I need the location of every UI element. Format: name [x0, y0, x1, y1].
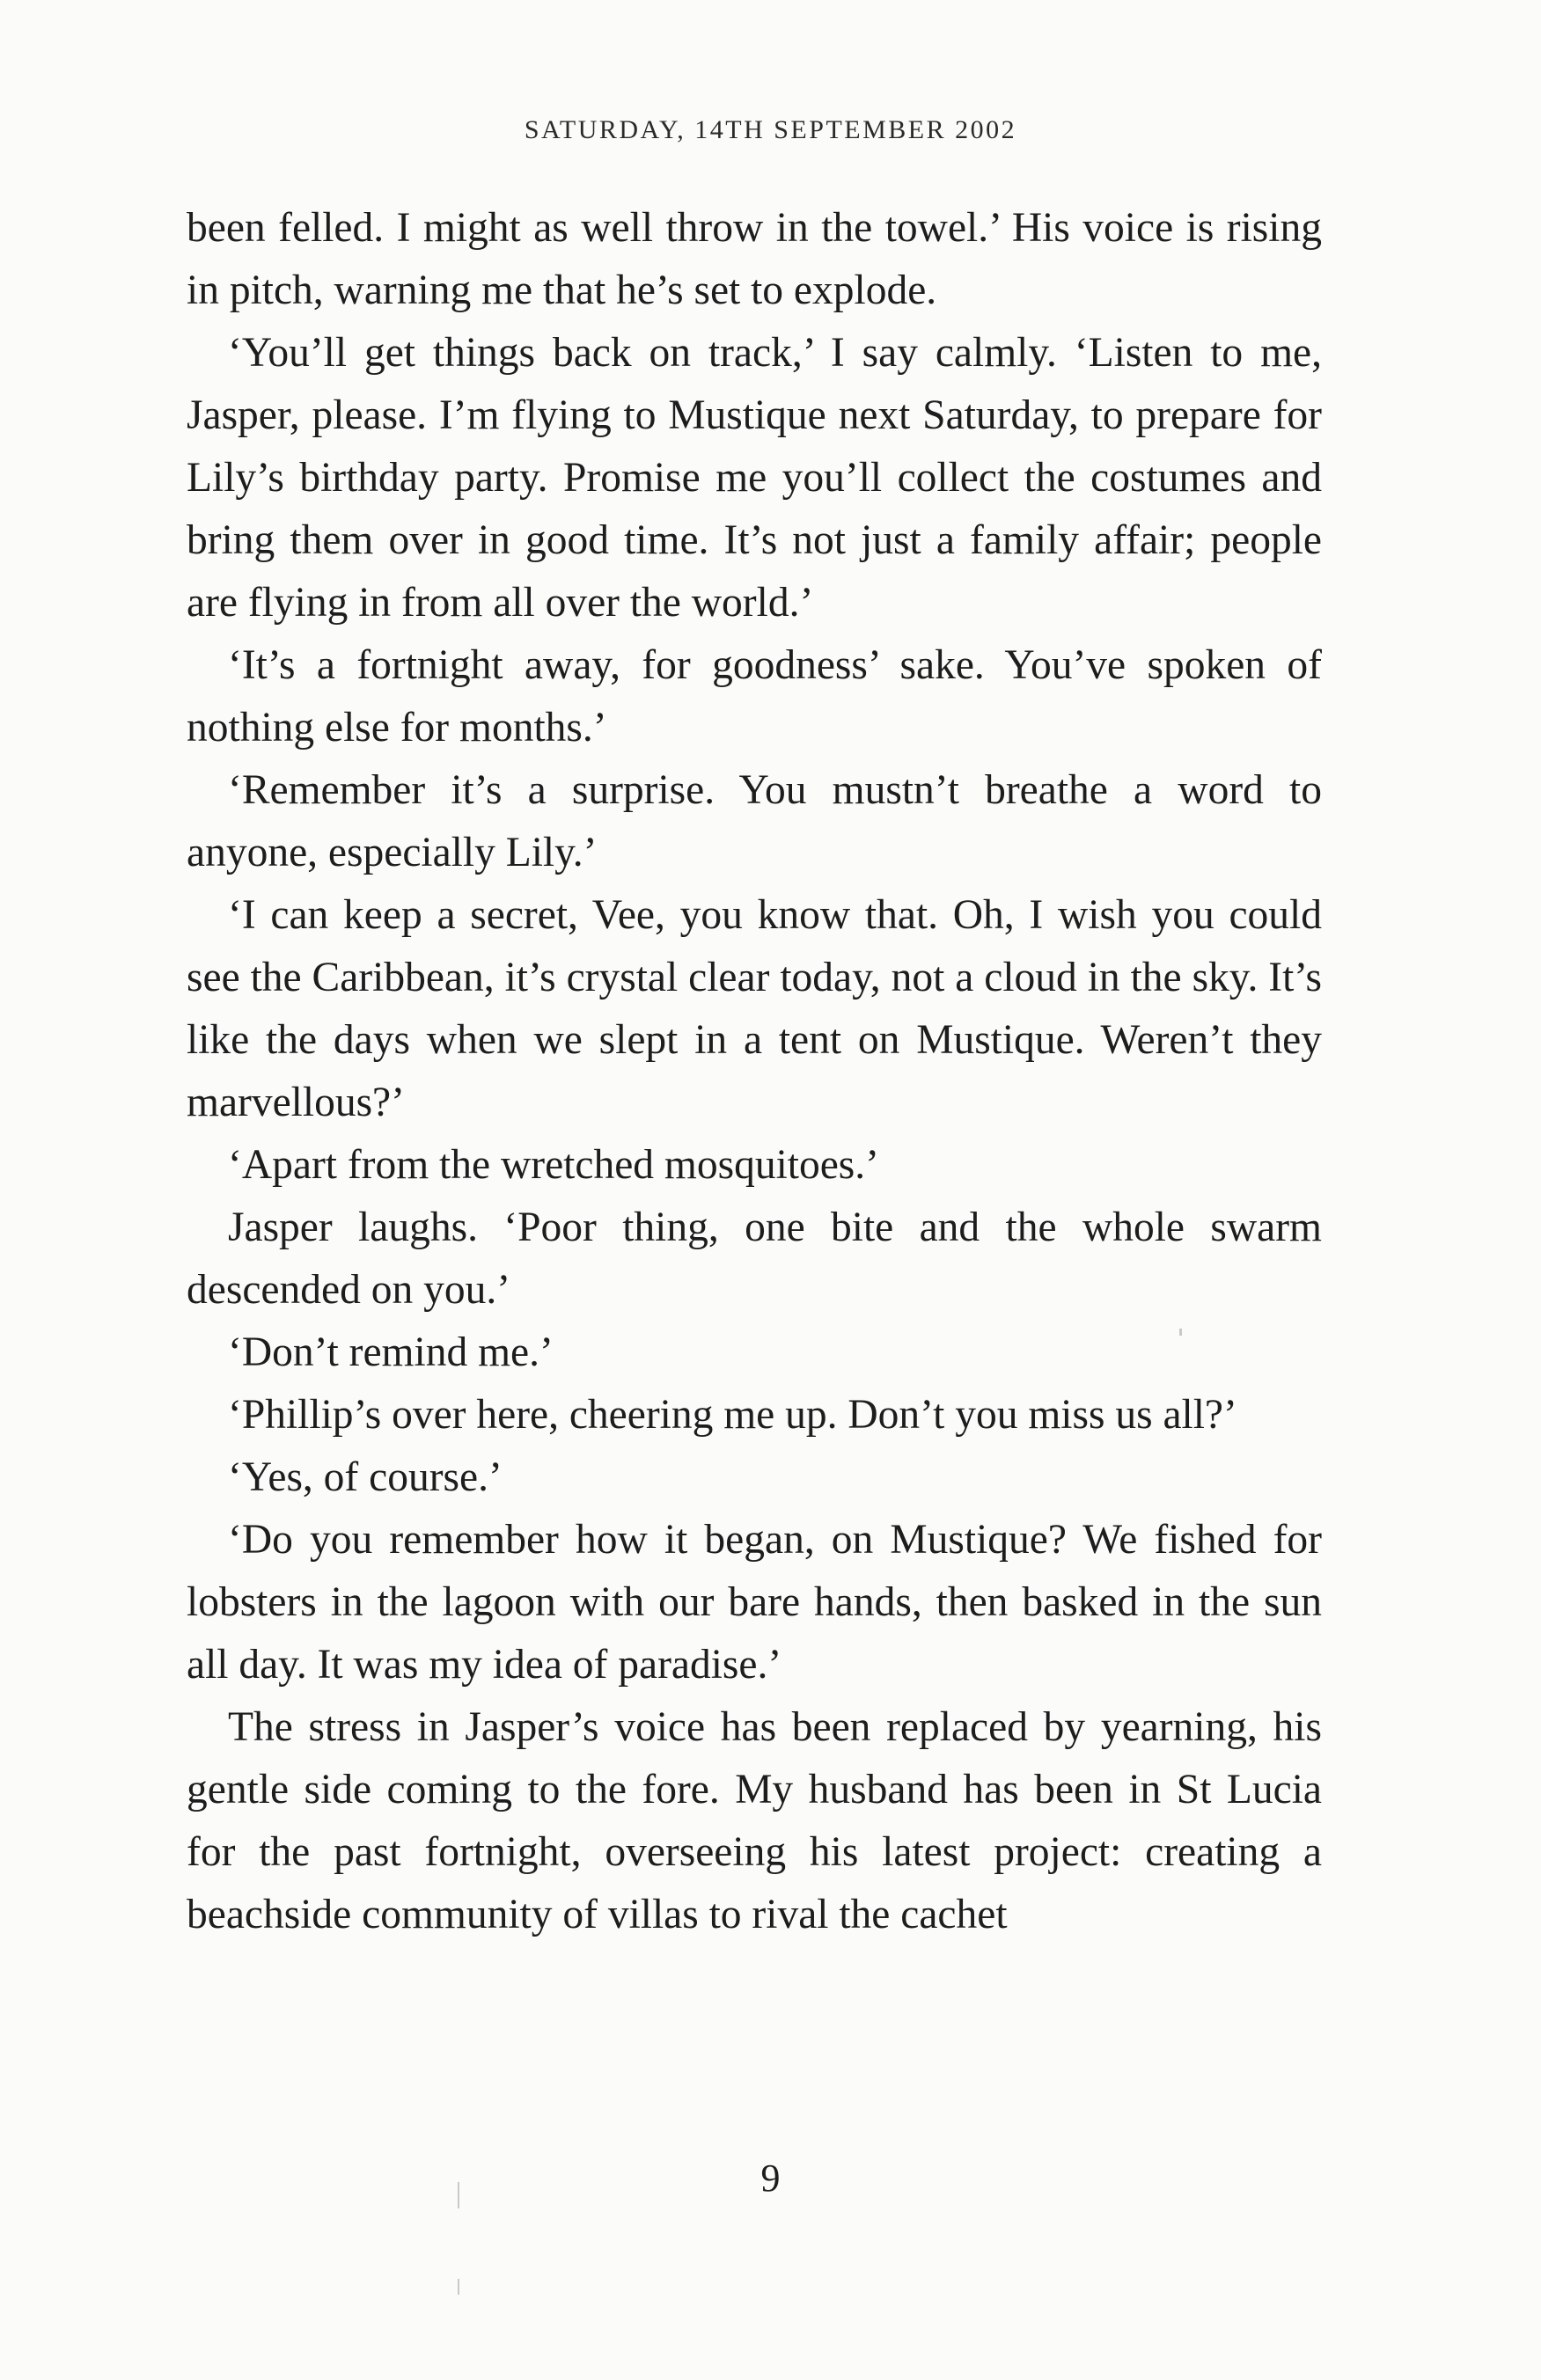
scan-mark: [458, 2182, 459, 2208]
body-text: [187, 197, 1322, 1946]
running-head: SATURDAY, 14TH SEPTEMBER 2002: [524, 115, 1017, 144]
paragraph-5: ‘I can keep a secret, Vee, you know that. Oh, I wish you could see the Caribbean, it’s crystal clear today, not a cloud in the sky. It’s like the days when we slept in a tent on Mustique. Weren’t they marvellous?’: [187, 892, 1322, 1125]
paragraph-2: ‘You’ll get things back on track,’ I say calmly. ‘Listen to me, Jasper, please. I’m flying to Mustique next Saturday, to prepare for Lily’s birthday party. Promise me you’ll collect the costumes and bring them over in good time. It’s not just a family affair; people are flying in from all over the world.’: [187, 330, 1322, 626]
page-number: 9: [760, 2157, 781, 2200]
paragraph-12: The stress in Jasper’s voice has been replaced by yearning, his gentle side coming to the fore. My husband has been in St Lucia for the past fortnight, overseeing his latest project: creating a beachside community of villas to rival the cachet: [187, 1704, 1322, 1937]
scan-mark: [458, 2279, 459, 2295]
scan-mark: [1179, 1329, 1182, 1336]
paragraph-8: ‘Don’t remind me.’: [228, 1329, 554, 1375]
paragraph-7: Jasper laughs. ‘Poor thing, one bite and the whole swarm descended on you.’: [187, 1205, 1322, 1313]
paragraph-9: ‘Phillip’s over here, cheering me up. Don’t you miss us all?’: [228, 1392, 1237, 1438]
paragraph-10: ‘Yes, of course.’: [228, 1454, 503, 1500]
paragraph-4: ‘Remember it’s a surprise. You mustn’t breathe a word to anyone, especially Lily.’: [187, 767, 1322, 875]
paragraph-11: ‘Do you remember how it began, on Mustique? We fished for lobsters in the lagoon with our bare hands, then basked in the sun all day. It was my idea of paradise.’: [187, 1517, 1322, 1688]
paragraph-1: been felled. I might as well throw in the towel.’ His voice is rising in pitch, warning me that he’s set to explode.: [187, 205, 1322, 313]
paragraph-3: ‘It’s a fortnight away, for goodness’ sake. You’ve spoken of nothing else for months.’: [187, 642, 1322, 751]
paragraph-6: ‘Apart from the wretched mosquitoes.’: [228, 1142, 879, 1188]
